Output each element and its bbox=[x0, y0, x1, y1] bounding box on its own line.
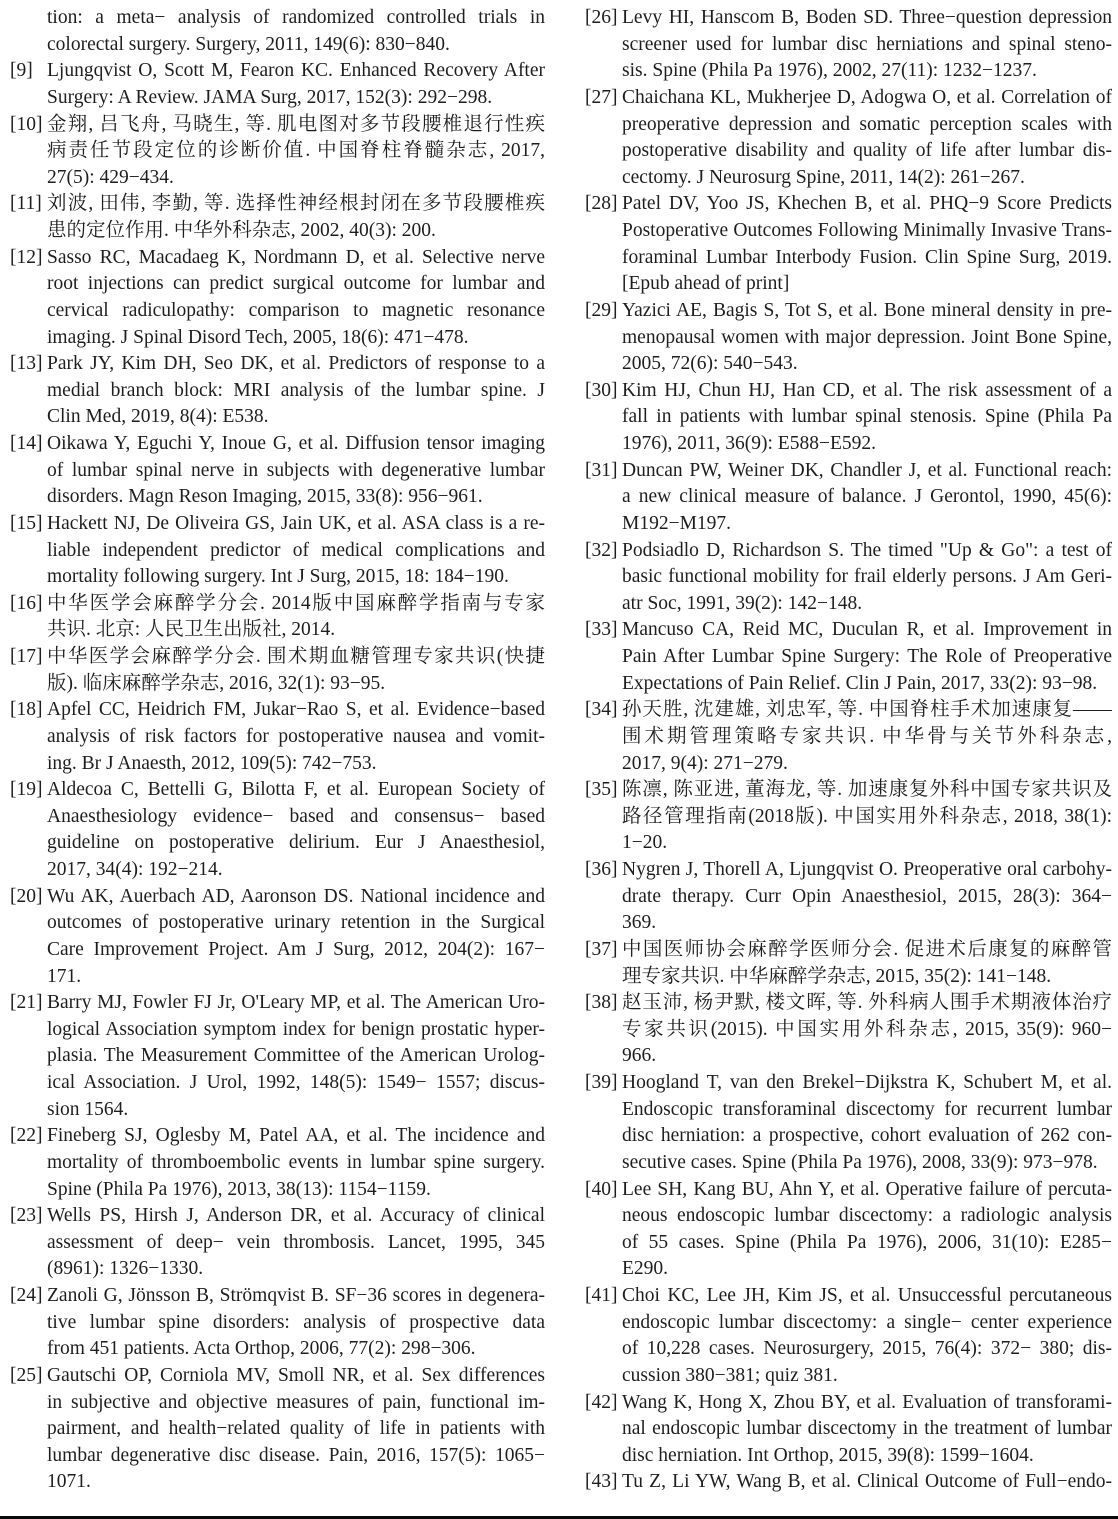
reference-line: tive lumbar spine disorders: analysis of prospective data bbox=[47, 1311, 545, 1333]
reference-line: disc herniation. Int Orthop, 2015, 39(8): 1599−1604. bbox=[622, 1444, 1034, 1466]
reference-number: [35] bbox=[585, 779, 618, 801]
reference-line: Sasso RC, Macadaeg K, Nordmann D, et al. Selective nerve bbox=[47, 246, 545, 268]
reference-item bbox=[585, 937, 1112, 990]
reference-line: 中华医学会麻醉学分会. 2014版中国麻醉学指南与专家 bbox=[47, 592, 545, 614]
reference-line: assessment of deep− vein thrombosis. Lancet, 1995, 345 bbox=[47, 1231, 545, 1253]
reference-line: Tu Z, Li YW, Wang B, et al. Clinical Outcome of Full−endo- bbox=[622, 1471, 1112, 1493]
reference-line: [Epub ahead of print] bbox=[622, 273, 790, 295]
column-left bbox=[10, 5, 545, 1496]
reference-item bbox=[585, 777, 1112, 857]
reference-item bbox=[10, 777, 545, 884]
reference-line: atr Soc, 1991, 39(2): 142−148. bbox=[622, 592, 863, 614]
reference-number: [41] bbox=[585, 1285, 618, 1306]
reference-number: [28] bbox=[585, 193, 618, 215]
reference-line: Duncan PW, Weiner DK, Chandler J, et al. Functional reach: bbox=[622, 459, 1112, 481]
reference-line: cussion 380−381; quiz 381. bbox=[622, 1364, 838, 1386]
reference-number: [13] bbox=[10, 353, 43, 375]
reference-line: 陈凛, 陈亚进, 董海龙, 等. 加速康复外科中国专家共识及 bbox=[622, 779, 1112, 801]
reference-item bbox=[10, 644, 545, 697]
reference-line: analysis of risk factors for postoperative nausea and vomit- bbox=[47, 725, 545, 747]
reference-item bbox=[585, 1070, 1112, 1177]
reference-line: 理专家共识. 中华麻醉学杂志, 2015, 35(2): 141−148. bbox=[622, 965, 1052, 987]
reference-line: nal endoscopic lumbar discectomy in the treatment of lumbar bbox=[622, 1418, 1112, 1440]
reference-item bbox=[585, 5, 1112, 85]
reference-line: 围术期管理策略专家共识. 中华骨与关节外科杂志, bbox=[622, 725, 1112, 747]
reference-line: Anaesthesiology evidence− based and consensus− based bbox=[47, 805, 545, 827]
reference-number: [39] bbox=[585, 1072, 618, 1093]
reference-item bbox=[585, 458, 1112, 538]
reference-number: [40] bbox=[585, 1178, 618, 1200]
reference-number: [26] bbox=[585, 7, 618, 28]
reference-line: Choi KC, Lee JH, Kim JS, et al. Unsuccessful percutaneous bbox=[622, 1285, 1112, 1306]
reference-number: [30] bbox=[585, 379, 618, 401]
reference-item bbox=[10, 1203, 545, 1283]
reference-line: imaging. J Spinal Disord Tech, 2005, 18(6): 471−478. bbox=[47, 326, 469, 348]
reference-line: 专家共识(2015). 中国实用外科杂志, 2015, 35(9): 960− bbox=[622, 1018, 1112, 1040]
reference-line: sis. Spine (Phila Pa 1976), 2002, 27(11): 1232−1237. bbox=[622, 60, 1037, 82]
column-right bbox=[585, 5, 1112, 1496]
reference-line: outcomes of postoperative urinary retention in the Surgical bbox=[47, 912, 545, 934]
reference-item bbox=[585, 85, 1112, 192]
reference-number: [29] bbox=[585, 299, 618, 321]
reference-line: Oikawa Y, Eguchi Y, Inoue G, et al. Diffusion tensor imaging bbox=[47, 433, 545, 454]
reference-line: menopausal women with major depression. Joint Bone Spine, bbox=[622, 326, 1112, 348]
reference-item bbox=[585, 378, 1112, 458]
reference-line: neous endoscopic lumbar discectomy: a radiologic analysis bbox=[622, 1205, 1112, 1227]
reference-line: logical Association symptom index for benign prostatic hyper- bbox=[47, 1018, 545, 1040]
reference-line: secutive cases. Spine (Phila Pa 1976), 2008, 33(9): 973−978. bbox=[622, 1151, 1098, 1173]
reference-number: [12] bbox=[10, 246, 43, 268]
reference-item bbox=[10, 990, 545, 1123]
reference-item bbox=[585, 857, 1112, 937]
reference-line: M192−M197. bbox=[622, 512, 732, 534]
reference-line: medial branch block: MRI analysis of the lumbar spine. J bbox=[47, 379, 545, 401]
reference-number: [34] bbox=[585, 699, 618, 721]
reference-line: screener used for lumbar disc herniations and spinal steno- bbox=[622, 33, 1112, 55]
reference-line: Postoperative Outcomes Following Minimally Invasive Trans- bbox=[622, 220, 1112, 241]
reference-number: [33] bbox=[585, 619, 618, 641]
reference-line: cervical radiculopathy: comparison to magnetic resonance bbox=[47, 299, 545, 321]
reference-line: Zanoli G, Jönsson B, Strömqvist B. SF−36 scores in degenera- bbox=[47, 1285, 545, 1306]
reference-line: Lee SH, Kang BU, Ahn Y, et al. Operative failure of percuta- bbox=[622, 1178, 1112, 1200]
reference-item bbox=[585, 697, 1112, 777]
reference-line: disorders. Magn Reson Imaging, 2015, 33(8): 956−961. bbox=[47, 486, 483, 508]
reference-line: Apfel CC, Heidrich FM, Jukar−Rao S, et al. Evidence−based bbox=[47, 699, 545, 721]
reference-line: postoperative disability and quality of life after lumbar dis- bbox=[622, 140, 1112, 162]
reference-line: Park JY, Kim DH, Seo DK, et al. Predictors of response to a bbox=[47, 353, 545, 375]
reference-line: 2017, 9(4): 271−279. bbox=[622, 752, 788, 774]
reference-line: cectomy. J Neurosurg Spine, 2011, 14(2): 261−267. bbox=[622, 166, 1025, 188]
reference-line: 中国医师协会麻醉学医师分会. 促进术后康复的麻醉管 bbox=[622, 938, 1112, 960]
reference-line: 孙天胜, 沈建雄, 刘忠军, 等. 中国脊柱手术加速康复—— bbox=[622, 699, 1112, 721]
reference-number: [31] bbox=[585, 459, 618, 481]
reference-line: pairment, and health−related quality of life in patients with bbox=[47, 1418, 545, 1440]
reference-item bbox=[585, 617, 1112, 697]
reference-line: 27(5): 429−434. bbox=[47, 166, 174, 188]
reference-line: Levy HI, Hanscom B, Boden SD. Three−question depression bbox=[622, 7, 1112, 28]
reference-number: [38] bbox=[585, 992, 618, 1014]
reference-line: 171. bbox=[47, 965, 82, 987]
reference-number: [24] bbox=[10, 1285, 43, 1306]
reference-line: 刘波, 田伟, 李勤, 等. 选择性神经根封闭在多节段腰椎疾 bbox=[47, 193, 545, 215]
reference-number: [37] bbox=[585, 938, 618, 960]
reference-item bbox=[585, 1177, 1112, 1284]
reference-number: [17] bbox=[10, 646, 43, 667]
reference-line: Expectations of Pain Relief. Clin J Pain, 2017, 33(2): 93−98. bbox=[622, 672, 1098, 694]
reference-number: [27] bbox=[585, 86, 618, 108]
reference-line: mortality following surgery. Int J Surg, 2015, 18: 184−190. bbox=[47, 566, 509, 588]
reference-line: Chaichana KL, Mukherjee D, Adogwa O, et al. Correlation of bbox=[622, 86, 1112, 108]
reference-number: [9] bbox=[10, 60, 33, 82]
reference-item bbox=[585, 1390, 1112, 1470]
reference-number: [22] bbox=[10, 1125, 43, 1147]
reference-line: ical Association. J Urol, 1992, 148(5): 1549− 1557; discus- bbox=[47, 1072, 545, 1093]
reference-line: 病责任节段定位的诊断价值. 中国脊柱脊髓杂志, 2017, bbox=[47, 140, 545, 162]
reference-item bbox=[585, 298, 1112, 378]
reference-line: Hackett NJ, De Oliveira GS, Jain UK, et al. ASA class is a re- bbox=[47, 512, 545, 534]
reference-number: [43] bbox=[585, 1471, 618, 1493]
reference-item bbox=[585, 990, 1112, 1070]
reference-line: Gautschi OP, Corniola MV, Smoll NR, et al. Sex differences bbox=[47, 1364, 545, 1386]
reference-number: [10] bbox=[10, 113, 43, 135]
reference-item bbox=[10, 1283, 545, 1363]
reference-line: Endoscopic transforaminal discectomy for recurrent lumbar bbox=[622, 1098, 1112, 1120]
reference-line: Patel DV, Yoo JS, Khechen B, et al. PHQ−9 Score Predicts bbox=[622, 193, 1112, 215]
reference-item bbox=[585, 1283, 1112, 1390]
reference-line: 2005, 72(6): 540−543. bbox=[622, 353, 798, 375]
reference-line: basic functional mobility for frail elderly persons. J Am Geri- bbox=[622, 566, 1112, 588]
reference-line: Barry MJ, Fowler FJ Jr, O'Leary MP, et al. The American Uro- bbox=[47, 992, 545, 1014]
reference-line: Pain After Lumbar Spine Surgery: The Role of Preoperative bbox=[622, 646, 1112, 667]
reference-line: Spine (Phila Pa 1976), 2013, 38(13): 1154−1159. bbox=[47, 1178, 431, 1200]
reference-line: 2017, 34(4): 192−214. bbox=[47, 859, 223, 880]
reference-line: Wu AK, Auerbach AD, Aaronson DS. National incidence and bbox=[47, 885, 545, 907]
reference-item bbox=[585, 191, 1112, 298]
reference-number: [18] bbox=[10, 699, 43, 721]
reference-item bbox=[10, 1123, 545, 1203]
reference-line: Nygren J, Thorell A, Ljungqvist O. Preoperative oral carbohy- bbox=[622, 859, 1112, 880]
reference-line: Kim HJ, Chun HJ, Han CD, et al. The risk assessment of a bbox=[622, 379, 1112, 401]
reference-line: 1−20. bbox=[622, 832, 668, 854]
reference-line: 患的定位作用. 中华外科杂志, 2002, 40(3): 200. bbox=[47, 220, 436, 241]
reference-item bbox=[10, 351, 545, 431]
reference-line: Yazici AE, Bagis S, Tot S, et al. Bone mineral density in pre- bbox=[622, 299, 1112, 321]
reference-item bbox=[585, 538, 1112, 618]
reference-line: 赵玉沛, 杨尹默, 楼文晖, 等. 外科病人围手术期液体治疗 bbox=[622, 992, 1112, 1014]
reference-line: sion 1564. bbox=[47, 1098, 129, 1120]
reference-number: [19] bbox=[10, 779, 43, 801]
reference-number: [21] bbox=[10, 992, 43, 1014]
reference-line: Surgery: A Review. JAMA Surg, 2017, 152(3): 292−298. bbox=[47, 86, 493, 108]
reference-line: preoperative depression and somatic perception scales with bbox=[622, 113, 1112, 135]
reference-line: Wells PS, Hirsh J, Anderson DR, et al. Accuracy of clinical bbox=[47, 1205, 545, 1227]
reference-line: 1071. bbox=[47, 1471, 91, 1493]
reference-line: 金翔, 吕飞舟, 马晓生, 等. 肌电图对多节段腰椎退行性疾 bbox=[47, 113, 545, 135]
reference-line: foraminal Lumbar Interbody Fusion. Clin Spine Surg, 2019. bbox=[622, 246, 1112, 268]
reference-item bbox=[585, 1469, 1112, 1496]
reference-item bbox=[10, 245, 545, 352]
reference-line: ing. Br J Anaesth, 2012, 109(5): 742−753. bbox=[47, 752, 377, 774]
reference-number: [42] bbox=[585, 1391, 618, 1413]
reference-line: 966. bbox=[622, 1045, 657, 1067]
two-column-layout bbox=[10, 5, 1112, 1496]
reference-item bbox=[10, 697, 545, 777]
reference-line: 版). 临床麻醉学杂志, 2016, 32(1): 93−95. bbox=[47, 672, 386, 694]
reference-number: [11] bbox=[10, 193, 42, 215]
reference-number: [32] bbox=[585, 539, 618, 561]
reference-item bbox=[10, 884, 545, 991]
reference-line: disc herniation: a prospective, cohort evaluation of 262 con- bbox=[622, 1125, 1112, 1147]
reference-line: 路径管理指南(2018版). 中国实用外科杂志, 2018, 38(1): bbox=[622, 805, 1112, 827]
reference-item bbox=[10, 112, 545, 192]
reference-line: E290. bbox=[622, 1258, 669, 1280]
reference-line: in subjective and objective measures of pain, functional im- bbox=[47, 1391, 545, 1413]
reference-line: a new clinical measure of balance. J Gerontol, 1990, 45(6): bbox=[622, 486, 1112, 508]
reference-item bbox=[10, 1363, 545, 1496]
reference-item bbox=[10, 431, 545, 511]
reference-item bbox=[10, 191, 545, 244]
reference-line: fall in patients with lumbar spinal stenosis. Spine (Phila Pa bbox=[622, 406, 1112, 428]
reference-line: 1976), 2011, 36(9): E588−E592. bbox=[622, 433, 876, 454]
reference-line: Care Improvement Project. Am J Surg, 2012, 204(2): 167− bbox=[47, 938, 545, 960]
reference-line: guideline on postoperative delirium. Eur J Anaesthesiol, bbox=[47, 832, 545, 854]
reference-line: endoscopic lumbar discectomy: a single− center experience bbox=[622, 1311, 1112, 1333]
reference-number: [16] bbox=[10, 592, 43, 614]
reference-line: drate therapy. Curr Opin Anaesthesiol, 2015, 28(3): 364− bbox=[622, 885, 1112, 907]
reference-line: Mancuso CA, Reid MC, Duculan R, et al. Improvement in bbox=[622, 619, 1112, 641]
reference-line: liable independent predictor of medical complications and bbox=[47, 539, 545, 561]
reference-item bbox=[10, 591, 545, 644]
reference-line: Podsiadlo D, Richardson S. The timed "Up & Go": a test of bbox=[622, 539, 1112, 561]
reference-line: 共识. 北京: 人民卫生出版社, 2014. bbox=[47, 619, 336, 641]
reference-number: [15] bbox=[10, 512, 43, 534]
reference-continuation bbox=[10, 5, 545, 58]
reference-line: of 55 cases. Spine (Phila Pa 1976), 2006, 31(10): E285− bbox=[622, 1231, 1112, 1253]
reference-number: [25] bbox=[10, 1364, 43, 1386]
reference-line: lumbar degenerative disc disease. Pain, 2016, 157(5): 1065− bbox=[47, 1444, 545, 1466]
reference-line: from 451 patients. Acta Orthop, 2006, 77(2): 298−306. bbox=[47, 1338, 476, 1360]
reference-line: Wang K, Hong X, Zhou BY, et al. Evaluation of transforami- bbox=[622, 1391, 1112, 1413]
reference-item bbox=[10, 58, 545, 111]
reference-line: tion: a meta− analysis of randomized controlled trials in bbox=[47, 7, 545, 28]
reference-line: root injections can predict surgical outcome for lumbar and bbox=[47, 273, 545, 295]
reference-number: [36] bbox=[585, 859, 618, 880]
reference-line: Ljungqvist O, Scott M, Fearon KC. Enhanced Recovery After bbox=[47, 60, 545, 82]
reference-line: 369. bbox=[622, 912, 657, 934]
reference-line: of lumbar spinal nerve in subjects with degenerative lumbar bbox=[47, 459, 545, 481]
reference-line: plasia. The Measurement Committee of the American Urolog- bbox=[47, 1045, 545, 1067]
reference-number: [23] bbox=[10, 1205, 43, 1227]
reference-line: of 10,228 cases. Neurosurgery, 2015, 76(4): 372− 380; dis- bbox=[622, 1338, 1112, 1360]
reference-line: 中华医学会麻醉学分会. 围术期血糖管理专家共识(快捷 bbox=[47, 646, 545, 667]
reference-number: [20] bbox=[10, 885, 43, 907]
reference-line: colorectal surgery. Surgery, 2011, 149(6): 830−840. bbox=[47, 33, 450, 55]
reference-line: Fineberg SJ, Oglesby M, Patel AA, et al. The incidence and bbox=[47, 1125, 545, 1147]
reference-line: (8961): 1326−1330. bbox=[47, 1258, 204, 1280]
reference-item bbox=[10, 511, 545, 591]
reference-number: [14] bbox=[10, 433, 43, 454]
reference-line: Aldecoa C, Bettelli G, Bilotta F, et al. European Society of bbox=[47, 779, 545, 801]
reference-line: mortality of thromboembolic events in lumbar spine surgery. bbox=[47, 1151, 545, 1173]
reference-line: Clin Med, 2019, 8(4): E538. bbox=[47, 406, 269, 428]
reference-line: Hoogland T, van den Brekel−Dijkstra K, Schubert M, et al. bbox=[622, 1072, 1112, 1093]
